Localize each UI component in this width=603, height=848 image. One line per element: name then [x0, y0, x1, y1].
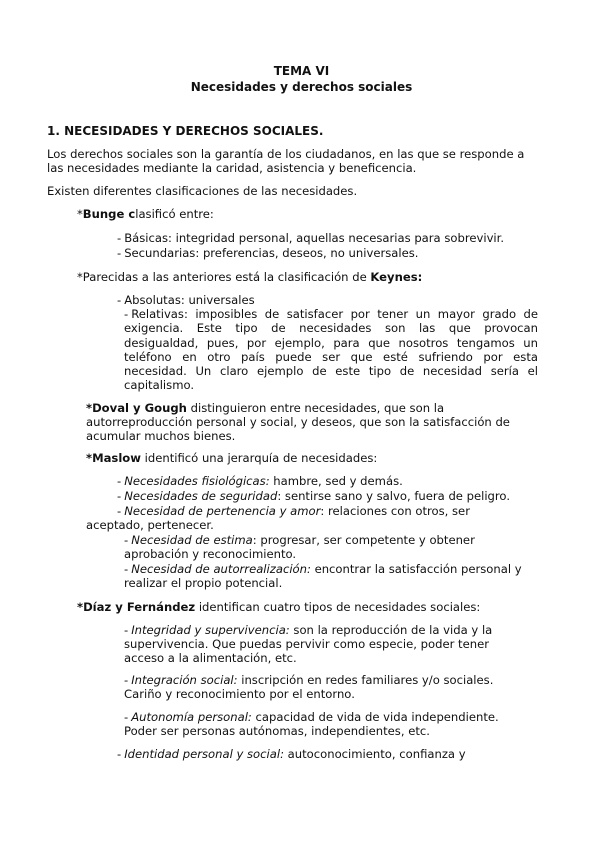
diaz-item-autonomia-line-2: Poder ser personas autónomas, independientes, etc. — [124, 724, 430, 738]
doval-gough-line-1: *Doval y Gough distinguieron entre necesidades, que son la — [86, 401, 445, 415]
maslow-item-autorrealizacion: - Necesidad de autorrealización: encontrar la satisfacción personal y — [124, 562, 522, 576]
maslow-item-fisiologicas: - Necesidades fisiológicas: hambre, sed y demás. — [117, 474, 403, 488]
diaz-item-integridad-line-3: acceso a la alimentación, etc. — [124, 651, 297, 665]
diaz-fernandez-heading: *Díaz y Fernández identifican cuatro tipos de necesidades sociales: — [77, 600, 481, 614]
doval-gough-line-2: autorreproducción personal y social, y deseos, que son la satisfacción de — [86, 415, 510, 429]
keynes-relativas-line-6: capitalismo. — [124, 378, 195, 392]
keynes-relativas-line-4: teléfono en otro país puede ser que esté sufriendo por esta — [124, 350, 538, 364]
diaz-item-integracion: - Integración social: inscripción en redes familiares y/o sociales. — [124, 673, 494, 687]
page-subtitle: Necesidades y derechos sociales — [190, 80, 413, 94]
maslow-item-estima: - Necesidad de estima: progresar, ser competente y obtener — [124, 533, 475, 547]
doval-gough-name: *Doval y Gough — [86, 401, 187, 415]
diaz-item-autonomia: - Autonomía personal: capacidad de vida de vida independiente. — [124, 710, 499, 724]
intro-line-1: Los derechos sociales son la garantía de los ciudadanos, en las que se responde a — [47, 147, 525, 161]
diaz-item-identidad: - Identidad personal y social: autoconocimiento, confianza y — [117, 747, 466, 761]
section-heading: 1. NECESIDADES Y DERECHOS SOCIALES. — [47, 124, 324, 138]
maslow-item-estima-line-2: aprobación y reconocimiento. — [124, 547, 297, 561]
keynes-heading: *Parecidas a las anteriores está la clasificación de Keynes: — [77, 270, 423, 284]
bunge-heading: *Bunge clasificó entre: — [77, 207, 214, 221]
maslow-name: *Maslow — [86, 451, 141, 465]
doval-gough-line-3: acumular muchos bienes. — [86, 429, 236, 443]
diaz-fernandez-name: *Díaz y Fernández — [77, 600, 196, 614]
maslow-item-pertenencia: - Necesidad de pertenencia y amor: relaciones con otros, ser — [117, 504, 470, 518]
maslow-item-autorrealizacion-line-2: realizar el propio potencial. — [124, 576, 283, 590]
diaz-item-integracion-line-2: Cariño y reconocimiento por el entorno. — [124, 687, 355, 701]
maslow-heading: *Maslow identificó una jerarquía de necesidades: — [86, 451, 378, 465]
maslow-item-seguridad: - Necesidades de seguridad: sentirse sano y salvo, fuera de peligro. — [117, 489, 511, 503]
keynes-relativas-line-3: desigualdad, pues, por ejemplo, para que nosotros tengamos un — [124, 336, 538, 350]
intro-line-2: las necesidades mediante la caridad, asistencia y beneficencia. — [47, 161, 417, 175]
tema-title: TEMA VI — [273, 64, 330, 78]
bunge-item-basicas: - Básicas: integridad personal, aquellas necesarias para sobrevivir. — [117, 231, 505, 245]
keynes-relativas-line-2: exigencia. Este tipo de necesidades son las que provocan — [124, 321, 538, 335]
bunge-name: Bunge c — [82, 207, 136, 221]
diaz-item-integridad: - Integridad y supervivencia: son la reproducción de la vida y la — [124, 623, 493, 637]
diaz-item-integridad-line-2: supervivencia. Que puedas pervivir como especie, poder tener — [124, 637, 489, 651]
keynes-name: Keynes: — [370, 270, 423, 284]
intro-paragraph-2: Existen diferentes clasificaciones de las necesidades. — [47, 184, 358, 198]
keynes-relativas-line-5: necesidad. Un claro ejemplo de este tipo de necesidad sería el — [124, 364, 538, 378]
keynes-item-absolutas: - Absolutas: universales — [117, 293, 255, 307]
bunge-item-secundarias: - Secundarias: preferencias, deseos, no universales. — [117, 246, 419, 260]
maslow-item-pertenencia-line-2: aceptado, pertenecer. — [86, 518, 214, 532]
keynes-relativas-line-1: - Relativas: imposibles de satisfacer por tener un mayor grado de — [124, 307, 538, 321]
